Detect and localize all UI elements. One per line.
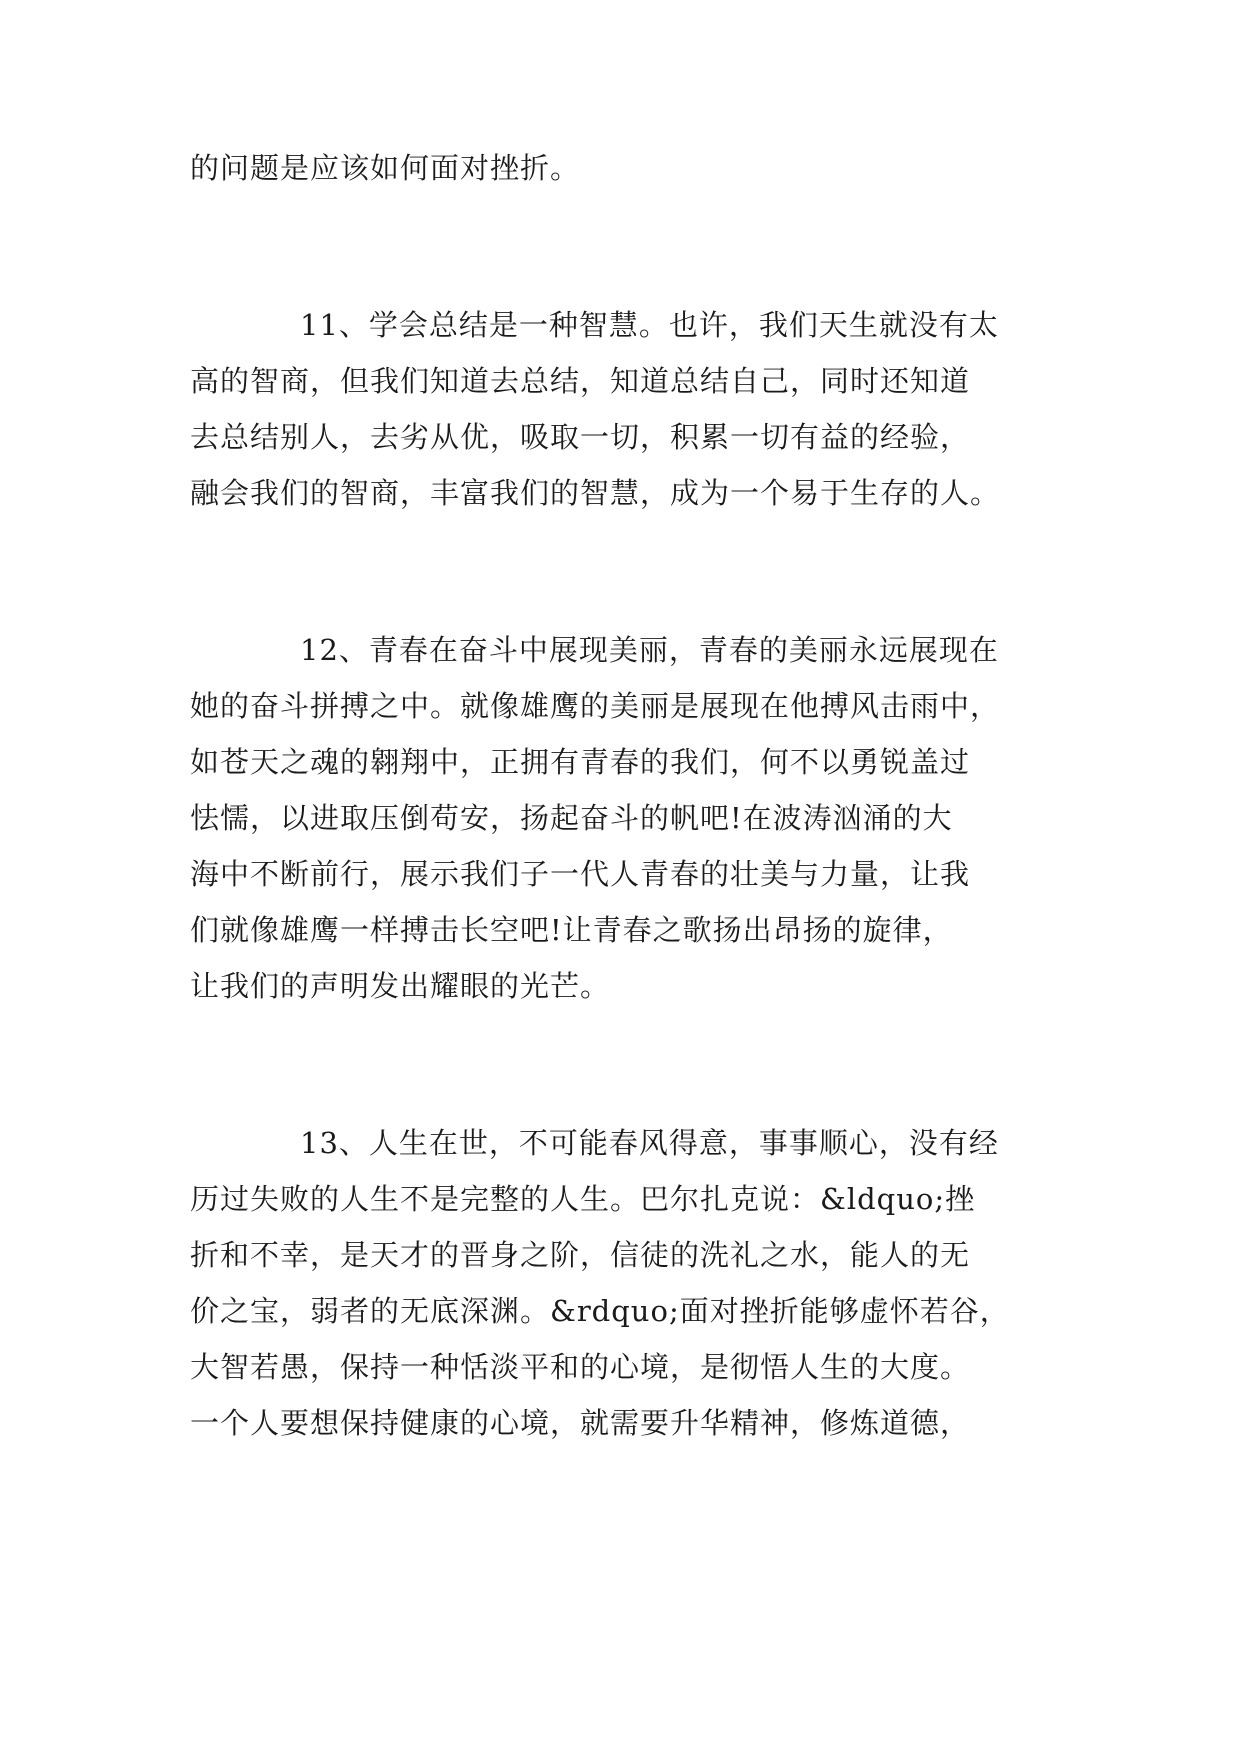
paragraph-line: 折和不幸，是天才的晋身之阶，信徒的洗礼之水，能人的无	[190, 1238, 971, 1272]
paragraph-line: 融会我们的智商，丰富我们的智慧，成为一个易于生存的人。	[190, 476, 1001, 510]
paragraph-line: 去总结别人，去劣从优，吸取一切，积累一切有益的经验，	[190, 420, 971, 454]
paragraph-line: 大智若愚，保持一种恬淡平和的心境，是彻悟人生的大度。	[190, 1350, 971, 1384]
paragraph-line: 海中不断前行，展示我们子一代人青春的壮美与力量，让我	[190, 857, 971, 891]
paragraph-line: 11、学会总结是一种智慧。也许，我们天生就没有太	[300, 308, 999, 342]
paragraph-line: 12、青春在奋斗中展现美丽，青春的美丽永远展现在	[300, 633, 999, 667]
paragraph-line: 们就像雄鹰一样搏击长空吧!让青春之歌扬出昂扬的旋律，	[190, 913, 953, 947]
paragraph-line: 13、人生在世，不可能春风得意，事事顺心，没有经	[300, 1126, 999, 1160]
paragraph-line: 如苍天之魂的翱翔中，正拥有青春的我们，何不以勇锐盖过	[190, 745, 971, 779]
paragraph-line: 价之宝，弱者的无底深渊。&rdquo;面对挫折能够虚怀若谷，	[190, 1294, 1010, 1328]
paragraph-line: 高的智商，但我们知道去总结，知道总结自己，同时还知道	[190, 364, 971, 398]
paragraph-line: 怯懦，以进取压倒苟安，扬起奋斗的帆吧!在波涛汹涌的大	[190, 801, 953, 835]
paragraph-line: 一个人要想保持健康的心境，就需要升华精神，修炼道德，	[190, 1406, 971, 1440]
paragraph-line: 的问题是应该如何面对挫折。	[190, 151, 581, 185]
paragraph-line: 历过失败的人生不是完整的人生。巴尔扎克说：&ldquo;挫	[190, 1182, 976, 1216]
paragraph-line: 让我们的声明发出耀眼的光芒。	[190, 969, 611, 1003]
paragraph-line: 她的奋斗拼搏之中。就像雄鹰的美丽是展现在他搏风击雨中，	[190, 689, 1001, 723]
